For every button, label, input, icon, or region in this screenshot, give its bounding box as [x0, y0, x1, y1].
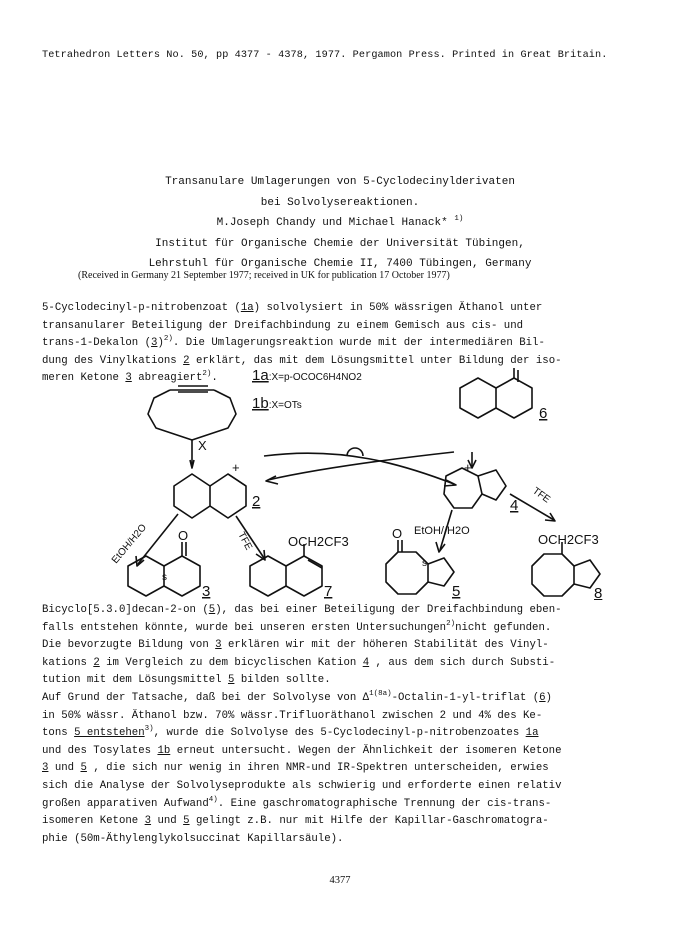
- body-line: [42, 725, 642, 743]
- body-line: in 50% wässr. Äthanol bzw. 70% wässr.Trifluoräthanol zwischen 2 und 4% des Ke-: [42, 709, 543, 722]
- text: isomeren Ketone: [42, 815, 145, 828]
- stereo-s-5: s: [422, 558, 427, 569]
- footnote-ref: 2): [163, 335, 173, 344]
- reagent-tfe-mid: TFE: [235, 530, 254, 553]
- compound-ref: 2: [183, 354, 190, 367]
- label-8: 8: [594, 585, 603, 600]
- text: entstehen: [80, 727, 145, 740]
- text: . Eine gaschromatographische Trennung der cis-trans-: [217, 797, 552, 810]
- affiliation-line-1: Institut für Organische Chemie der Universität Tübingen,: [155, 237, 525, 250]
- cation-charge-4: +: [464, 460, 472, 475]
- article-authors: [0, 213, 680, 234]
- text: im Vergleich zu dem bicyclischen Kation: [99, 656, 363, 669]
- text: , wurde die Solvolyse des 5-Cyclodecinyl-p-nitrobenzoates: [153, 727, 526, 740]
- body-line: phie (50m-Äthylenglykolsuccinat Kapillarsäule).: [42, 832, 344, 845]
- label-1a: 1a:X=p-OCOC6H4NO2: [252, 368, 362, 384]
- body-line: sich die Analyse der Solvolyseprodukte als schwierig und erforderte einen relativ: [42, 779, 562, 792]
- text: nicht gefunden.: [455, 621, 552, 634]
- text: Die bevorzugte Bildung von: [42, 639, 216, 652]
- label-3: 3: [202, 583, 211, 600]
- intro-line: [42, 300, 642, 318]
- structure-cation-2: [174, 474, 246, 518]
- footnote-ref: 2): [446, 619, 456, 628]
- body-line: [42, 743, 642, 761]
- text: ), das bei einer Beteiligung der Dreifachbindung eben-: [215, 604, 562, 616]
- reagent-tfe-right: TFE: [530, 485, 552, 506]
- substituent-7: OCH2CF3: [288, 534, 349, 549]
- text: abreagiert: [131, 372, 203, 385]
- text: Auf Grund der Tatsache, daß bei der Solvolyse von Δ: [42, 691, 370, 704]
- body-line: [42, 796, 642, 814]
- reagent-etoh-water-left: EtOH/H2O: [109, 522, 150, 566]
- text: trans-1-Dekalon (: [42, 337, 152, 350]
- compound-ref: 5: [208, 604, 216, 616]
- text: erklärt, das mit dem Lösungsmittel unter Bildung der iso-: [189, 354, 562, 367]
- affiliation-line-2: Lehrstuhl für Organische Chemie II, 7400 Tübingen, Germany: [148, 258, 532, 270]
- body-line: [42, 655, 642, 673]
- received-dates: (Received in Germany 21 September 1977; received in UK for publication 17 October 1977): [78, 270, 450, 281]
- text: -Octalin-1-yl-triflat (: [391, 691, 540, 704]
- carbonyl-o-5: O: [392, 526, 403, 541]
- cation-charge-2: +: [232, 460, 240, 475]
- text: falls entstehen könnte, wurde bei unseren ersten Untersuchungen: [42, 621, 447, 634]
- label-1b: 1b:X=OTs: [252, 395, 302, 412]
- body-paragraph: [42, 602, 642, 848]
- article-header: [0, 172, 680, 275]
- compound-ref: 2: [93, 656, 100, 669]
- label-x: X: [198, 438, 207, 453]
- stereo-s-3: s: [162, 572, 167, 583]
- text: und: [151, 815, 184, 828]
- text: großen apparativen Aufwand: [42, 797, 209, 810]
- structure-ketone-3: [128, 542, 200, 596]
- text: ): [157, 337, 164, 350]
- compound-ref: 5: [80, 762, 87, 775]
- text: erklären wir mit der höheren Stabilität des Vinyl-: [221, 639, 549, 652]
- compound-ref: 1a: [240, 302, 254, 314]
- structure-cation-4: [444, 452, 506, 508]
- crossing-arrows: [264, 448, 456, 486]
- label-6: 6: [539, 405, 548, 422]
- structure-ether-8: [532, 542, 600, 596]
- text: meren Ketone: [42, 372, 126, 385]
- compound-ref: 4: [362, 656, 370, 669]
- text: ) solvolysiert in 50% wässrigen Äthanol unter: [253, 302, 543, 314]
- authors-text: M.Joseph Chandy und Michael Hanack*: [216, 217, 448, 229]
- compound-ref: 5: [74, 727, 81, 740]
- compound-ref: 3: [42, 762, 49, 775]
- text: und des Tosylates: [42, 744, 158, 757]
- reagent-etoh-water-right: EtOH//H2O: [414, 525, 470, 537]
- text: dung des Vinylkations: [42, 354, 184, 367]
- text: erneut untersucht. Wegen der Ähnlichkeit der isomeren Ketone: [170, 744, 562, 757]
- label-7: 7: [324, 583, 333, 600]
- footnote-ref: 2): [202, 370, 212, 379]
- compound-ref: 3: [125, 372, 132, 385]
- structure-cyclodecyne: [148, 386, 236, 468]
- intro-line: [42, 335, 642, 353]
- text: , die sich nur wenig in ihren NMR-und IR-Spektren unterscheiden, erwies: [86, 762, 549, 775]
- journal-header: Tetrahedron Letters No. 50, pp 4377 - 4378, 1977. Pergamon Press. Printed in Great Britain.: [42, 50, 608, 61]
- body-line: [42, 672, 642, 690]
- body-line: [42, 690, 642, 708]
- body-line: [42, 813, 642, 831]
- carbonyl-o-3: O: [178, 528, 189, 543]
- text: kations: [42, 656, 94, 669]
- structure-ketone-5: [386, 540, 454, 594]
- structure-triflate-6: [460, 368, 532, 418]
- label-2: 2: [252, 493, 261, 510]
- intro-line: transanularer Beteiligung der Dreifachbindung zu einem Gemisch aus cis- und: [42, 319, 524, 332]
- compound-ref: 6: [539, 691, 546, 704]
- text: und: [48, 762, 81, 775]
- text: gelingt z.B. nur mit Hilfe der Kapillar-Gaschromatogra-: [189, 815, 549, 828]
- article-title-line-2: bei Solvolysereaktionen.: [260, 196, 420, 209]
- compound-ref: 5: [183, 815, 190, 828]
- authors-footnote-ref: 1): [454, 215, 464, 223]
- page-number: 4377: [329, 875, 351, 886]
- text: 5-Cyclodecinyl-p-nitrobenzoat (: [42, 302, 241, 314]
- label-5: 5: [452, 583, 461, 600]
- body-line: [42, 620, 642, 638]
- text: tution mit dem Lösungsmittel: [42, 674, 228, 687]
- compound-ref: 1a: [525, 727, 539, 740]
- article-title-line-1: Transanulare Umlagerungen von 5-Cyclodecinylderivaten: [165, 176, 515, 188]
- text: Bicyclo[5.3.0]decan-2-on (: [42, 604, 209, 616]
- footnote-ref: 4): [208, 795, 218, 804]
- compound-ref: 5: [228, 674, 235, 687]
- substituent-8: OCH2CF3: [538, 532, 599, 547]
- text: ): [545, 691, 552, 704]
- compound-ref: 1b: [157, 744, 171, 757]
- superscript: 1(8a): [369, 689, 392, 698]
- text: . Die Umlagerungsreaktion wurde mit der intermediären Bil-: [172, 337, 545, 350]
- body-line: [42, 602, 642, 620]
- text: bilden sollte.: [234, 674, 331, 687]
- compound-ref: 3: [215, 639, 222, 652]
- text: , aus dem sich durch Substi-: [369, 656, 556, 669]
- body-line: [42, 760, 642, 778]
- compound-ref: 3: [151, 337, 158, 350]
- text: tons: [42, 727, 75, 740]
- footnote-ref: 3): [144, 725, 154, 734]
- body-line: [42, 637, 642, 655]
- text: .: [211, 372, 218, 385]
- compound-ref: 3: [144, 815, 152, 828]
- reaction-scheme: [42, 368, 638, 600]
- label-4: 4: [510, 497, 519, 514]
